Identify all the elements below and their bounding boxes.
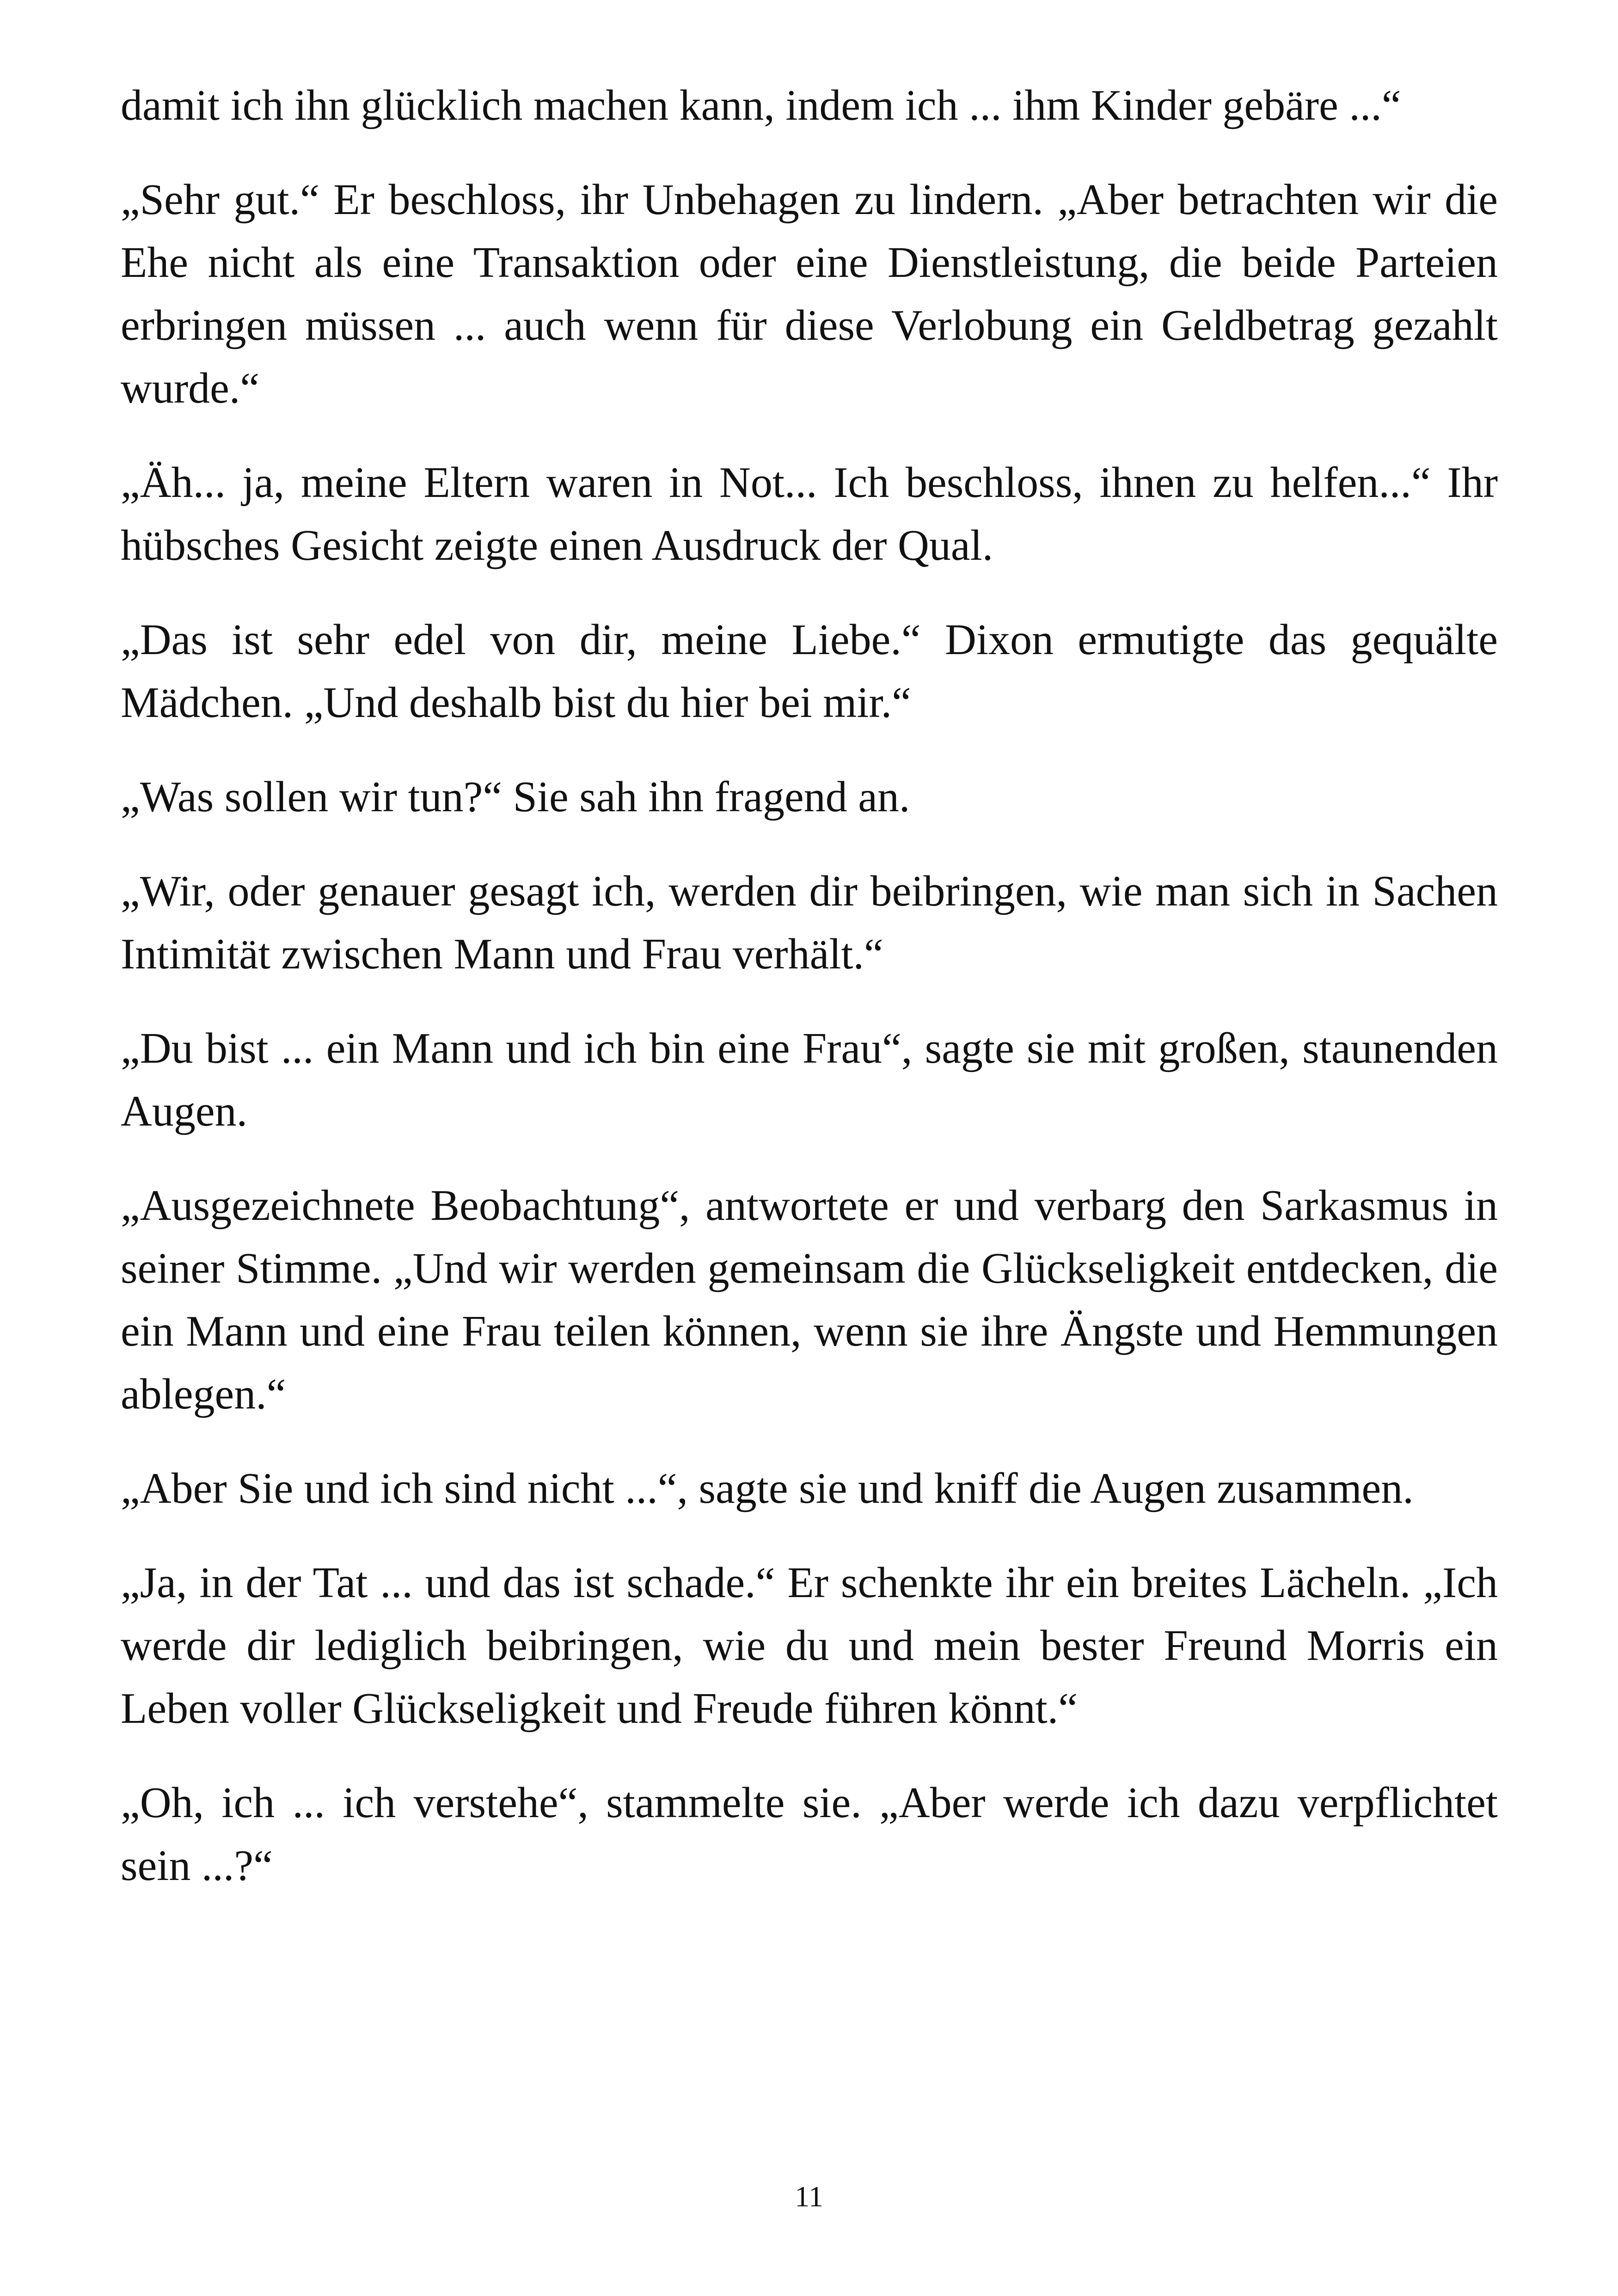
paragraph-9: „Aber Sie und ich sind nicht ...“, sagte sie und kniff die Augen zusammen.: [121, 1464, 1414, 1512]
page-number: 11: [795, 2180, 823, 2213]
paragraph-7: „Du bist ... ein Mann und ich bin eine Frau“, sagte sie mit großen, staunenden Augen.: [121, 1024, 1498, 1135]
paragraph-4: „Das ist sehr edel von dir, meine Liebe.“ Dixon ermutigte das gequälte Mädchen. „Und deshalb bist du hier bei mir.“: [121, 616, 1498, 727]
paragraph-1: damit ich ihn glücklich machen kann, indem ich ... ihm Kinder gebäre ...“: [121, 81, 1401, 129]
paragraph-6: „Wir, oder genauer gesagt ich, werden dir beibringen, wie man sich in Sachen Intimität zwischen Mann und Frau verhält.“: [121, 867, 1498, 978]
body-text: [121, 74, 1498, 1929]
paragraph-11: „Oh, ich ... ich verstehe“, stammelte sie. „Aber werde ich dazu verpflichtet sein ...?“: [121, 1779, 1498, 1890]
paragraph-10: „Ja, in der Tat ... und das ist schade.“ Er schenkte ihr ein breites Lächeln. „Ich werde dir lediglich beibringen, wie du und mein bester Freund Morris ein Leben voller Glückseligkeit und Freude führen könnt.“: [121, 1559, 1498, 1733]
paragraph-2: „Sehr gut.“ Er beschloss, ihr Unbehagen zu lindern. „Aber betrachten wir die Ehe nicht als eine Transaktion oder eine Dienstleistung, die beide Parteien erbringen müssen ... auch wenn für diese Verlobung ein Geldbetrag gezahlt wurde.“: [121, 176, 1498, 412]
paragraph-5: „Was sollen wir tun?“ Sie sah ihn fragend an.: [121, 773, 910, 821]
paragraph-8: „Ausgezeichnete Beobachtung“, antwortete er und verbarg den Sarkasmus in seiner Stimme. „Und wir werden gemeinsam die Glückseligkeit entdecken, die ein Mann und eine Frau teilen können, wenn sie ihre Ängste und Hemmungen ablegen.“: [121, 1182, 1498, 1418]
paragraph-3: „Äh... ja, meine Eltern waren in Not... Ich beschloss, ihnen zu helfen...“ Ihr hübsches Gesicht zeigte einen Ausdruck der Qual.: [121, 459, 1498, 569]
